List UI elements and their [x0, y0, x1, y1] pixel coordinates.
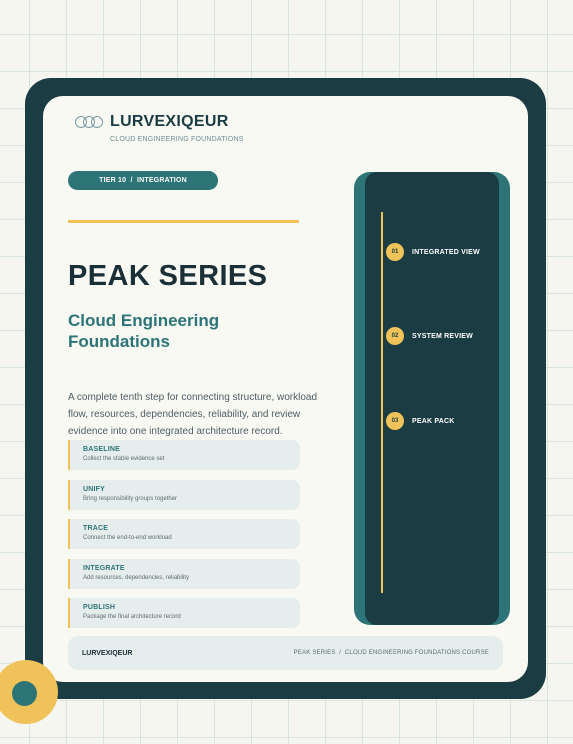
timeline-line	[381, 212, 383, 593]
brand-header	[75, 113, 229, 131]
timeline-label: SYSTEM REVIEW	[412, 332, 473, 340]
step-desc: Package the final architecture record	[83, 614, 181, 620]
tier-badge: TIER 10 / INTEGRATION	[68, 171, 218, 190]
step-item-baseline	[68, 440, 300, 470]
page-title: PEAK SERIES	[68, 260, 268, 292]
step-item-publish	[68, 598, 300, 628]
step-item-trace	[68, 519, 300, 549]
timeline-item-system-review	[386, 327, 473, 345]
step-desc: Collect the stable evidence set	[83, 456, 165, 462]
brand-tagline: CLOUD ENGINEERING FOUNDATIONS	[110, 136, 244, 143]
step-name: TRACE	[83, 525, 109, 532]
timeline-item-integrated-view	[386, 243, 480, 261]
brand-name: LURVEXIQEUR	[110, 113, 229, 130]
timeline-number: 01	[386, 243, 404, 261]
step-name: INTEGRATE	[83, 564, 125, 572]
step-name: UNIFY	[83, 485, 105, 493]
step-item-unify	[68, 480, 300, 510]
footer-brand: LURVEXIQEUR	[82, 649, 133, 657]
footer-note: PEAK SERIES / CLOUD ENGINEERING FOUNDATIONS COURSE	[293, 650, 489, 656]
description: A complete tenth step for connecting structure, workload flow, resources, dependencies, reliability, and review evidence into one integrated architecture record.	[68, 392, 318, 437]
step-desc: Add resources, dependencies, reliability	[83, 574, 190, 581]
decorative-circle-inner	[12, 681, 37, 706]
timeline-number: 02	[386, 327, 404, 345]
timeline-number: 03	[386, 412, 404, 430]
chain-logo-icon	[75, 115, 105, 129]
page-subtitle: Cloud Engineering Foundations	[68, 311, 220, 351]
timeline-label: INTEGRATED VIEW	[412, 248, 480, 256]
steps-list	[68, 440, 300, 638]
step-name: BASELINE	[83, 446, 120, 453]
step-name: PUBLISH	[83, 604, 116, 611]
accent-rule	[68, 220, 299, 223]
step-desc: Bring responsibility groups together	[83, 495, 178, 502]
timeline-item-peak-pack	[386, 412, 455, 430]
footer-bar	[68, 636, 503, 670]
timeline-label: PEAK PACK	[412, 417, 455, 425]
step-item-integrate	[68, 559, 300, 589]
timeline-panel	[365, 172, 499, 625]
step-desc: Connect the end-to-end workload	[83, 535, 172, 541]
